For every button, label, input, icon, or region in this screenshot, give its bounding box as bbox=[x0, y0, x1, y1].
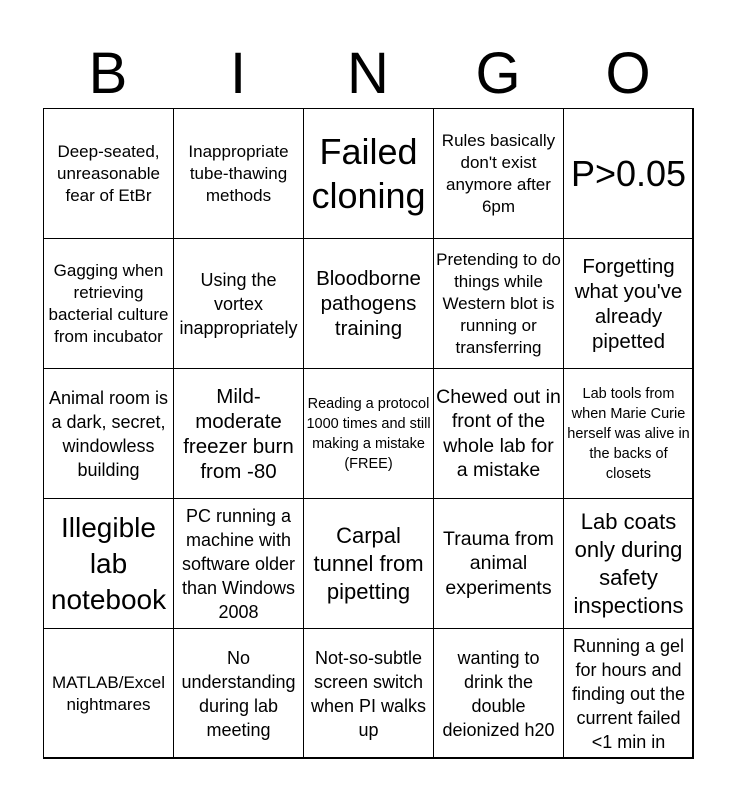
cell-text: Pretending to do things while Western blot is running or transferring bbox=[436, 249, 561, 357]
bingo-cell[interactable] bbox=[173, 368, 304, 499]
header-letter-i: I bbox=[229, 41, 247, 106]
bingo-cell[interactable] bbox=[43, 368, 174, 499]
cell-text: Lab tools from when Marie Curie herself was alive in the backs of closets bbox=[567, 385, 690, 482]
bingo-header bbox=[43, 40, 693, 108]
bingo-cell[interactable] bbox=[173, 238, 304, 369]
cell-text: wanting to drink the double deionized h20 bbox=[442, 647, 555, 740]
cell-text: Forgetting what you've already pipetted bbox=[574, 254, 683, 353]
cell-text: Running a gel for hours and finding out the current failed <1 min in bbox=[571, 635, 686, 752]
header-letter-g: G bbox=[475, 41, 521, 106]
cell-text: Deep-seated, unreasonable fear of EtBr bbox=[56, 141, 161, 205]
bingo-board bbox=[43, 108, 693, 758]
cell-text: Carpal tunnel from pipetting bbox=[313, 522, 424, 604]
bingo-cell[interactable] bbox=[433, 108, 564, 239]
bingo-cell[interactable] bbox=[433, 498, 564, 629]
cell-text: MATLAB/Excel nightmares bbox=[51, 672, 166, 714]
cell-text: Reading a protocol 1000 times and still making a mistake (FREE) bbox=[306, 395, 431, 472]
cell-text: Mild-moderate freezer burn from -80 bbox=[183, 384, 294, 483]
bingo-cell[interactable] bbox=[173, 628, 304, 759]
bingo-cell[interactable] bbox=[303, 108, 434, 239]
bingo-cell[interactable] bbox=[433, 238, 564, 369]
cell-text: Inappropriate tube-thawing methods bbox=[188, 141, 289, 205]
cell-text: P>0.05 bbox=[570, 152, 687, 194]
cell-text: Gagging when retrieving bacterial culture from incubator bbox=[48, 260, 169, 346]
bingo-cell[interactable] bbox=[303, 628, 434, 759]
cell-text: Lab coats only during safety inspections bbox=[573, 508, 684, 618]
cell-text: Trauma from animal experiments bbox=[443, 527, 554, 599]
cell-text: Chewed out in front of the whole lab for a mistake bbox=[436, 385, 561, 481]
bingo-cell[interactable] bbox=[563, 238, 694, 369]
cell-text: Rules basically don't exist anymore after 6pm bbox=[441, 130, 556, 216]
bingo-cell[interactable] bbox=[563, 368, 694, 499]
bingo-cell[interactable] bbox=[563, 498, 694, 629]
bingo-cell[interactable] bbox=[563, 108, 694, 239]
bingo-cell[interactable] bbox=[303, 368, 434, 499]
cell-text: Bloodborne pathogens training bbox=[316, 267, 421, 340]
cell-text: No understanding during lab meeting bbox=[181, 647, 296, 740]
cell-text: Failed cloning bbox=[311, 130, 426, 216]
bingo-cell[interactable] bbox=[433, 368, 564, 499]
cell-text: Illegible lab notebook bbox=[50, 511, 167, 615]
bingo-cell[interactable] bbox=[563, 628, 694, 759]
bingo-cell[interactable] bbox=[433, 628, 564, 759]
cell-text: PC running a machine with software older than Windows 2008 bbox=[181, 505, 296, 622]
header-letter-o: O bbox=[605, 41, 651, 106]
bingo-cell[interactable] bbox=[43, 108, 174, 239]
bingo-cell[interactable] bbox=[43, 628, 174, 759]
bingo-cell[interactable] bbox=[303, 238, 434, 369]
bingo-cell[interactable] bbox=[173, 108, 304, 239]
cell-text: Using the vortex inappropriately bbox=[179, 269, 298, 338]
cell-text: Not-so-subtle screen switch when PI walks up bbox=[310, 647, 427, 740]
header-letter-n: N bbox=[347, 41, 389, 106]
bingo-cell[interactable] bbox=[43, 498, 174, 629]
bingo-cell[interactable] bbox=[303, 498, 434, 629]
bingo-cell[interactable] bbox=[173, 498, 304, 629]
cell-text: Animal room is a dark, secret, windowless building bbox=[48, 387, 169, 480]
bingo-cell[interactable] bbox=[43, 238, 174, 369]
header-letter-b: B bbox=[88, 41, 128, 106]
